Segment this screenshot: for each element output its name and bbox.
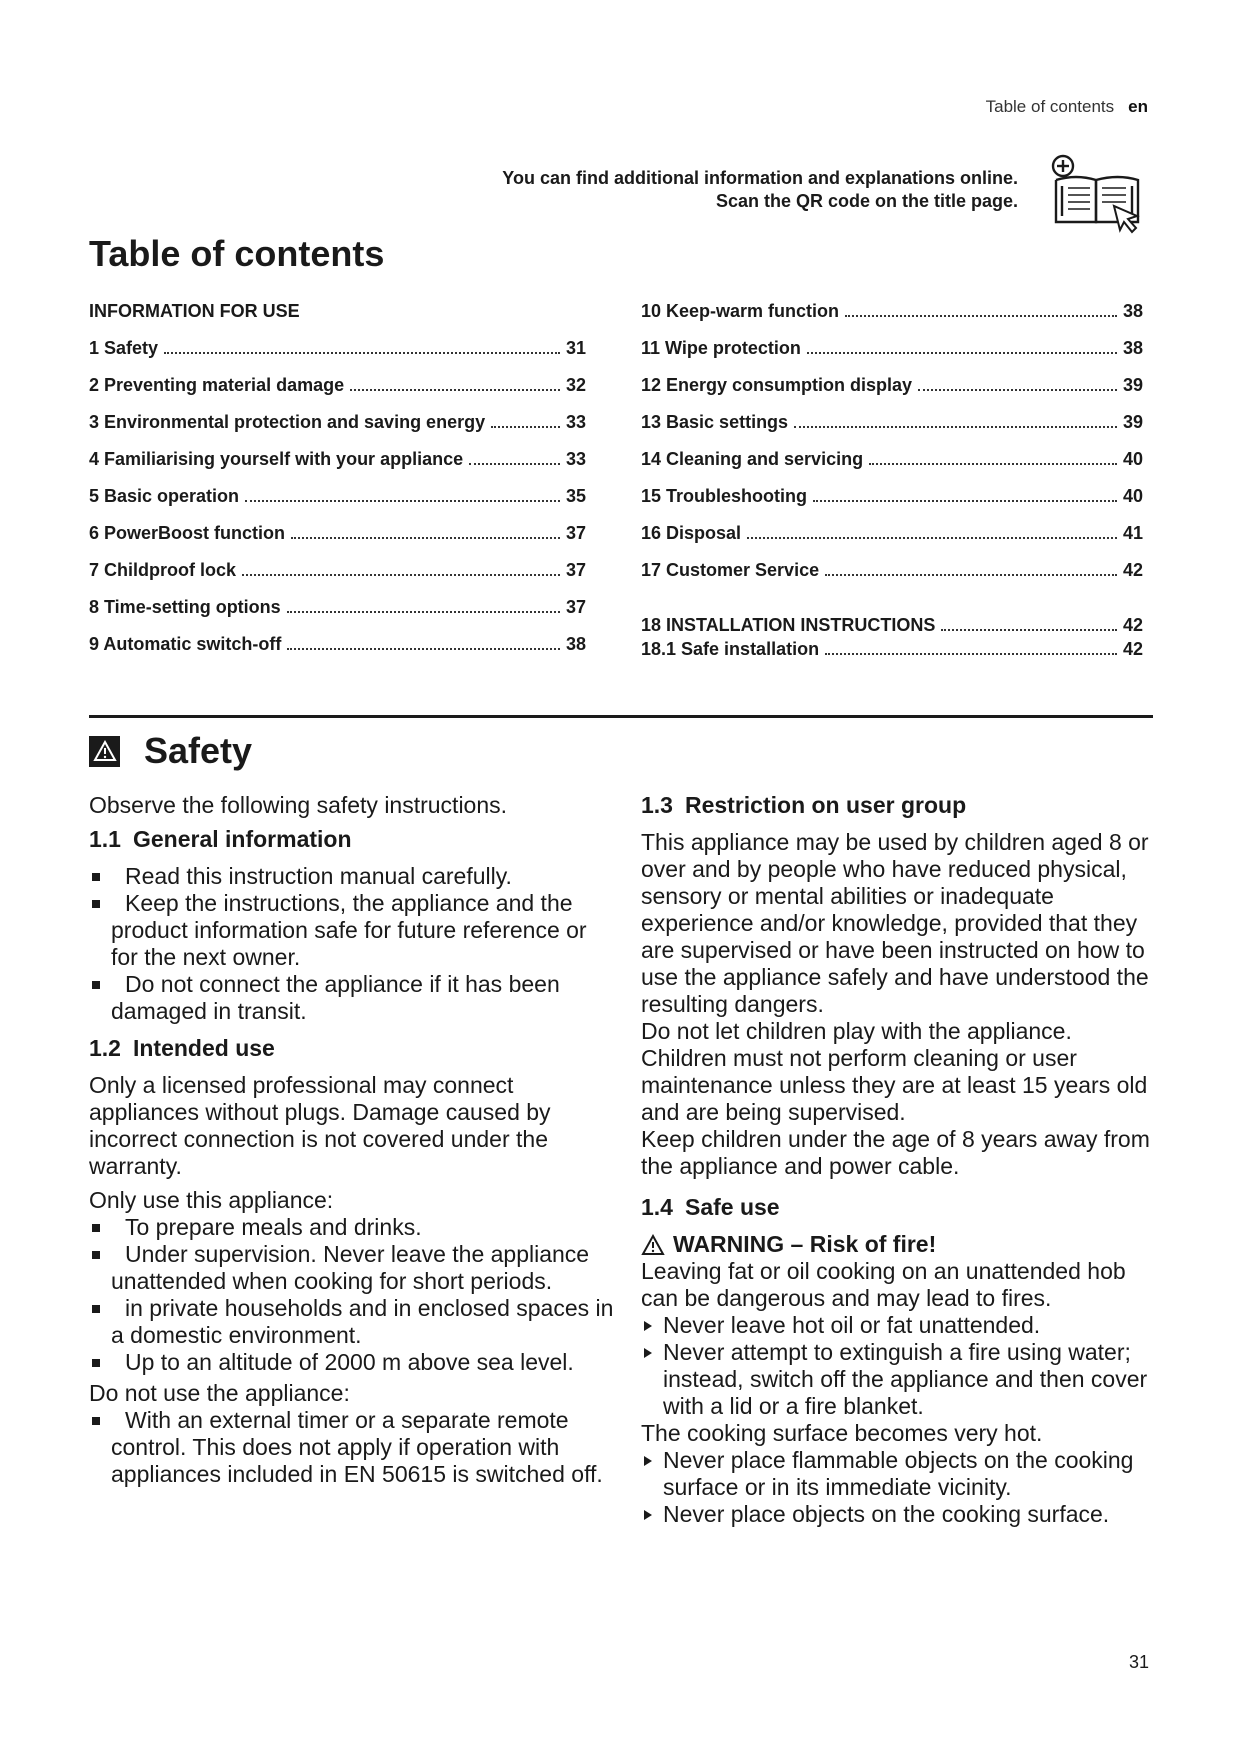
toc-entry-label: 15 Troubleshooting xyxy=(641,486,808,506)
list-item: Never leave hot oil or fat unattended. xyxy=(641,1312,1156,1339)
list-item: Read this instruction manual carefully. xyxy=(89,863,619,890)
section-divider xyxy=(89,715,1153,718)
toc-entry-label: 5 Basic operation xyxy=(89,486,240,506)
toc-leader-dots xyxy=(747,523,1117,539)
book-plus-cursor-icon xyxy=(1048,150,1146,236)
toc-entry[interactable] xyxy=(641,485,1143,522)
toc-entry-label: 18.1 Safe installation xyxy=(641,639,820,659)
user-group-paragraph-2: Do not let children play with the appliance. xyxy=(641,1018,1072,1044)
toc-leader-dots xyxy=(813,486,1117,502)
toc-leader-dots xyxy=(869,449,1117,465)
toc-entry-label: 6 PowerBoost function xyxy=(89,523,286,543)
list-item: Keep the instructions, the appliance and the product information safe for future reference or for the next owner. xyxy=(89,890,619,971)
online-info-line2: Scan the QR code on the title page. xyxy=(715,191,1018,211)
header-section: Table of contents xyxy=(985,97,1115,116)
only-use-label: Only use this appliance: xyxy=(89,1187,334,1213)
toc-entry-label: 17 Customer Service xyxy=(641,560,820,580)
toc-leader-dots xyxy=(287,597,560,613)
toc-entry-page: 37 xyxy=(565,560,586,580)
toc-entry[interactable] xyxy=(89,522,586,559)
toc-entry-label: 8 Time-setting options xyxy=(89,597,281,617)
online-info-line1: You can find additional information and explanations online. xyxy=(502,168,1018,188)
toc-entry-page: 42 xyxy=(1122,560,1143,580)
toc-entry-label: 2 Preventing material damage xyxy=(89,375,345,395)
toc-leader-dots xyxy=(287,634,560,650)
toc-entry[interactable] xyxy=(641,411,1143,448)
toc-leader-dots xyxy=(350,375,560,391)
hot-surface-text: The cooking surface becomes very hot. xyxy=(641,1420,1043,1446)
toc-entry[interactable] xyxy=(89,633,586,670)
list-item: Up to an altitude of 2000 m above sea level. xyxy=(89,1349,619,1376)
safety-intro: Observe the following safety instructions. xyxy=(89,792,508,818)
header-language: en xyxy=(1128,97,1148,116)
list-item: Never place flammable objects on the cooking surface or in its immediate vicinity. xyxy=(641,1447,1156,1501)
toc-leader-dots xyxy=(164,338,560,354)
toc-entry-page: 37 xyxy=(565,523,586,543)
toc-entry-page: 42 xyxy=(1122,639,1143,659)
toc-entry-label: 3 Environmental protection and saving energy xyxy=(89,412,486,432)
user-group-paragraph-4: Keep children under the age of 8 years away from the appliance and power cable. xyxy=(641,1126,1150,1179)
section-1-3-heading: 1.3 Restriction on user group xyxy=(641,792,967,818)
toc-leader-dots xyxy=(491,412,560,428)
toc-entry-page: 39 xyxy=(1122,375,1143,395)
list-item: Under supervision. Never leave the appliance unattended when cooking for short periods. xyxy=(89,1241,619,1295)
toc-right-column xyxy=(641,300,1143,662)
page-title: Table of contents xyxy=(89,233,385,274)
section-1-4-heading: 1.4 Safe use xyxy=(641,1194,780,1220)
do-not-use-list xyxy=(89,1407,619,1488)
safety-left-column xyxy=(89,792,619,1498)
toc-left-column xyxy=(89,300,586,670)
do-not-use-label: Do not use the appliance: xyxy=(89,1380,350,1406)
toc-leader-dots xyxy=(918,375,1117,391)
toc-entry[interactable] xyxy=(641,448,1143,485)
toc-entry-page: 33 xyxy=(565,412,586,432)
toc-entry-page: 39 xyxy=(1122,412,1143,432)
toc-entry-page: 38 xyxy=(1122,301,1143,321)
toc-entry[interactable] xyxy=(89,596,586,633)
warning-triangle-icon xyxy=(89,736,120,767)
toc-entry[interactable] xyxy=(641,522,1143,559)
toc-entry[interactable] xyxy=(89,374,586,411)
toc-entry-page: 32 xyxy=(565,375,586,395)
warning-triangle-icon xyxy=(641,1234,665,1256)
list-item: With an external timer or a separate remote control. This does not apply if operation with appliances included in EN 50615 is switched off. xyxy=(89,1407,619,1488)
general-info-list xyxy=(89,863,619,1025)
toc-entry-page: 40 xyxy=(1122,449,1143,469)
online-info xyxy=(502,167,1018,213)
toc-leader-dots xyxy=(794,412,1117,428)
toc-entry-label: 4 Familiarising yourself with your appliance xyxy=(89,449,464,469)
toc-entry-label: 18 INSTALLATION INSTRUCTIONS xyxy=(641,615,936,635)
toc-leader-dots xyxy=(825,560,1117,576)
hot-surface-action-list xyxy=(641,1447,1156,1528)
section-1-2-heading: 1.2 Intended use xyxy=(89,1035,275,1061)
toc-entry[interactable] xyxy=(641,638,1143,662)
fire-warning-heading: WARNING – Risk of fire! xyxy=(641,1231,1156,1258)
only-use-list xyxy=(89,1214,619,1376)
toc-entry-page: 38 xyxy=(1122,338,1143,358)
toc-entry-page: 37 xyxy=(565,597,586,617)
toc-entry[interactable] xyxy=(89,411,586,448)
toc-entry-label: 16 Disposal xyxy=(641,523,742,543)
toc-entry-page: 33 xyxy=(565,449,586,469)
toc-entry-page: 40 xyxy=(1122,486,1143,506)
toc-entry[interactable] xyxy=(89,485,586,522)
toc-entry[interactable] xyxy=(89,559,586,596)
toc-leader-dots xyxy=(469,449,560,465)
toc-entry[interactable] xyxy=(641,374,1143,411)
toc-entry-page: 35 xyxy=(565,486,586,506)
toc-entry[interactable] xyxy=(89,337,586,374)
toc-leader-dots xyxy=(845,301,1117,317)
user-group-paragraph-3: Children must not perform cleaning or user maintenance unless they are at least 15 years old and are being supervised. xyxy=(641,1045,1148,1125)
section-1-1-heading: 1.1 General information xyxy=(89,826,352,852)
toc-entry[interactable] xyxy=(641,559,1143,596)
toc-leader-dots xyxy=(245,486,560,502)
list-item: Never place objects on the cooking surface. xyxy=(641,1501,1156,1528)
toc-entry-page: 31 xyxy=(565,338,586,358)
toc-entry[interactable] xyxy=(641,614,1143,638)
toc-entry[interactable] xyxy=(641,300,1143,337)
toc-entry-label: 1 Safety xyxy=(89,338,159,358)
running-header xyxy=(986,97,1148,117)
toc-leader-dots xyxy=(941,615,1117,631)
safety-title: Safety xyxy=(144,730,253,771)
safety-heading xyxy=(89,730,252,772)
toc-entry-label: 11 Wipe protection xyxy=(641,338,801,358)
fire-action-list xyxy=(641,1312,1156,1420)
safety-right-column xyxy=(641,792,1156,1538)
toc-entry-label: 7 Childproof lock xyxy=(89,560,237,580)
toc-leader-dots xyxy=(807,338,1117,354)
toc-entry-page: 41 xyxy=(1122,523,1143,543)
intended-use-paragraph: Only a licensed professional may connect appliances without plugs. Damage caused by incorrect connection is not covered under the warranty. xyxy=(89,1072,551,1179)
toc-entry-label: 14 Cleaning and servicing xyxy=(641,449,864,469)
list-item: To prepare meals and drinks. xyxy=(89,1214,619,1241)
toc-entry[interactable] xyxy=(641,337,1143,374)
list-item: Never attempt to extinguish a fire using water; instead, switch off the appliance and then cover with a lid or a fire blanket. xyxy=(641,1339,1156,1420)
toc-entry-page: 38 xyxy=(565,634,586,654)
fire-warning-text: Leaving fat or oil cooking on an unattended hob can be dangerous and may lead to fires. xyxy=(641,1258,1126,1311)
toc-entry-page: 42 xyxy=(1122,615,1143,635)
list-item: Do not connect the appliance if it has been damaged in transit. xyxy=(89,971,619,1025)
toc-entry[interactable] xyxy=(89,448,586,485)
toc-leader-dots xyxy=(242,560,560,576)
user-group-paragraph-1: This appliance may be used by children aged 8 or over and by people who have reduced physical, sensory or mental abilities or inadequate experience and/or knowledge, provided that they are supervised or have been instructed on how to use the appliance safely and have understood the resulting dangers. xyxy=(641,829,1149,1017)
page-number: 31 xyxy=(1128,1652,1149,1672)
toc-entry-label: 13 Basic settings xyxy=(641,412,789,432)
toc-entry-label: 12 Energy consumption display xyxy=(641,375,913,395)
toc-entry-label: 10 Keep-warm function xyxy=(641,301,840,321)
toc-leader-dots xyxy=(825,639,1117,655)
toc-leader-dots xyxy=(291,523,560,539)
toc-entry-label: 9 Automatic switch-off xyxy=(89,634,282,654)
toc-heading: INFORMATION FOR USE xyxy=(89,301,300,321)
list-item: in private households and in enclosed spaces in a domestic environment. xyxy=(89,1295,619,1349)
